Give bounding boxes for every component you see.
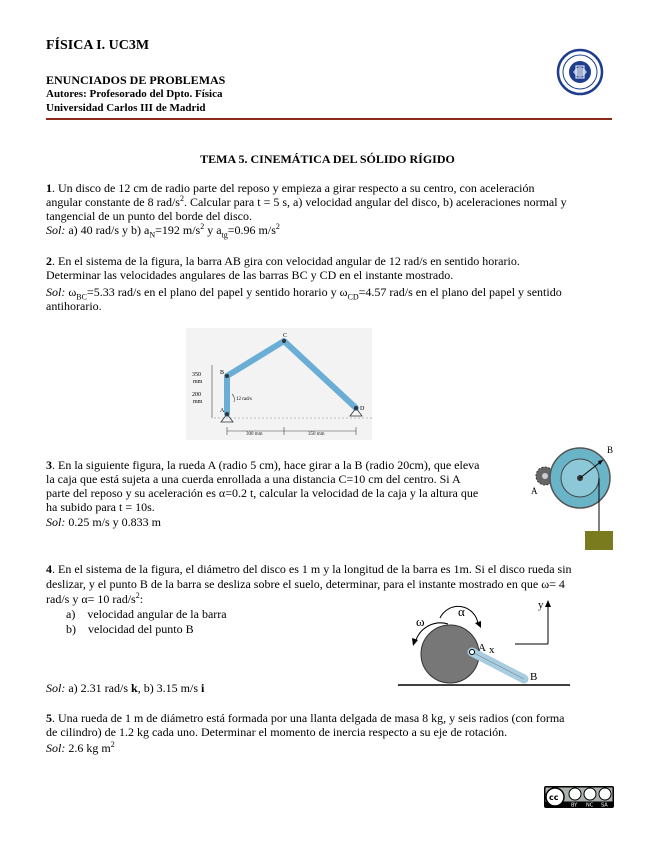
problem-3-line-3: parte del reposo y su aceleración es α=0.2 t, calcular la velocidad de la caja y la altura que — [46, 486, 479, 500]
university-seal-logo — [556, 48, 604, 96]
problem-2-line-1: 2. En el sistema de la figura, la barra AB gira con velocidad angular de 12 rad/s en sentido horario. — [46, 254, 520, 268]
problem-1-line-3: tangencial de un punto del borde del disco. — [46, 209, 252, 223]
linkage-figure — [186, 328, 372, 440]
dim-200: 200 — [192, 392, 201, 398]
cc-license-badge[interactable] — [544, 786, 614, 808]
problem-2-line-2: Determinar las velocidades angulares de las barras BC y CD en el instante mostrado. — [46, 268, 454, 282]
dim-mm-2: mm — [193, 399, 203, 405]
problem-3-solution: Sol: 0.25 m/s y 0.833 m — [46, 515, 162, 529]
point-b-label: B — [220, 370, 225, 376]
course-title: FÍSICA I. UC3M — [46, 38, 150, 53]
university: Universidad Carlos III de Madrid — [46, 102, 206, 114]
problem-5-line-2: de cilindro) de 1.2 kg cada uno. Determinar el momento de inercia respecto a su eje de rotación. — [46, 725, 508, 739]
point-c-label: C — [283, 333, 288, 339]
dim-mm-1: mm — [193, 379, 203, 385]
omega-symbol: ω — [416, 614, 425, 629]
problem-4-line-1: 4. En el sistema de la figura, el diámetro del disco es 1 m y la longitud de la barra es 1m. Si el disco rueda sin — [46, 562, 572, 576]
omega-label: 12 rad/s — [236, 397, 252, 402]
alpha-symbol: α — [458, 604, 465, 619]
problem-1-line-1: 1. Un disco de 12 cm de radio parte del reposo y empieza a girar respecto a su centro, con aceleración — [46, 181, 535, 195]
disc-bar-figure — [398, 596, 578, 692]
problem-4-solution: Sol: a) 2.31 rad/s k, b) 3.15 m/s i — [46, 681, 205, 695]
point-d-label: D — [360, 406, 365, 412]
problem-4-line-2: deslizar, y el punto B de la barra se desliza sobre el suelo, determinar, para el instante mostrado en que ω= 4 — [46, 577, 565, 591]
problem-4-line-3: rad/s y α= 10 rad/$s^2$: — [46, 591, 144, 606]
problem-3-line-2: la caja que está sujeta a una cuerda enrollada a una distancia C=10 cm del centro. Si A — [46, 472, 461, 486]
point-a-label: A — [220, 408, 225, 414]
problem-4-item-a: a) velocidad angular de la barra — [66, 607, 227, 621]
dim-300mm: 300 mm — [246, 432, 263, 437]
problem-2-solution-line-2: antihorario. — [46, 299, 102, 313]
topic-heading: TEMA 5. CINEMÁTICA DEL SÓLIDO RÍGIDO — [200, 152, 455, 166]
wheel-a-label: A — [531, 486, 538, 496]
wheel-b-label: B — [607, 445, 614, 455]
document-title: ENUNCIADOS DE PROBLEMAS — [46, 73, 226, 87]
problem-5-solution: Sol: 2.6 kg $m^2$ — [46, 740, 115, 755]
axis-y-label: y — [538, 599, 544, 611]
problem-1-solution: Sol: a) 40 rad/s y b) $a_N=192$ $m/s^2$ y $a_{tg}=0.96$ $m/s^2$ — [46, 222, 280, 240]
dim-350: 350 — [192, 372, 201, 378]
sa-text: SA — [601, 802, 608, 808]
problem-1-line-2: angular constante de 8 rad/$s^2$. Calcular para t = 5 s, a) velocidad angular del disco, b) aceleraciones normal y — [46, 194, 567, 209]
dim-350mm: 350 mm — [308, 432, 325, 437]
point-a-label: A — [478, 642, 486, 654]
cc-text: cc — [549, 793, 559, 802]
problem-5-line-1: 5. Una rueda de 1 m de diámetro está formada por una llanta delgada de masa 8 kg, y seis radios (con forma — [46, 711, 565, 725]
by-text: BY — [571, 802, 578, 808]
problem-2-solution: Sol: $\omega_{BC}=5.33$ rad/s en el plano del papel y sentido horario y $\omega_{CD}=4.57$ rad/s en el plano del papel y sentido — [46, 285, 562, 302]
wheels-figure — [528, 440, 620, 552]
point-b-label: B — [530, 671, 538, 683]
authors: Autores: Profesorado del Dpto. Física — [46, 88, 223, 100]
axis-x-label: x — [489, 644, 495, 656]
nc-text: NC — [586, 802, 594, 808]
problem-4-item-b: b) velocidad del punto B — [66, 622, 194, 636]
problem-3-line-1: 3. En la siguiente figura, la rueda A (radio 5 cm), hace girar a la B (radio 20cm), que eleva — [46, 458, 480, 472]
problem-3-line-4: ha subido para t = 10s. — [46, 500, 155, 514]
header-rule — [46, 118, 612, 120]
